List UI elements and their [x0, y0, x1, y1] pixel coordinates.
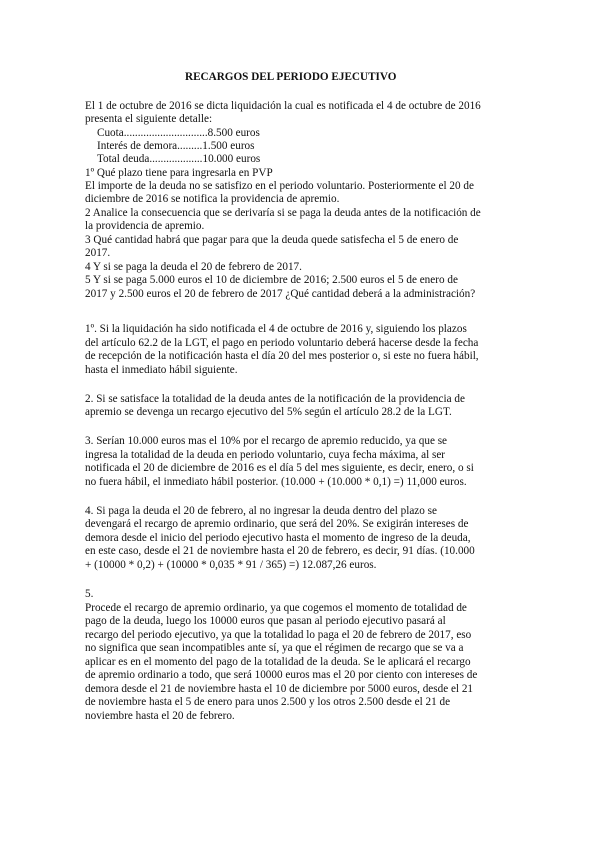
answer-1-line-4: hasta el inmediato hábil siguiente.: [85, 364, 238, 376]
detail-interes: Interés de demora.........1.500 euros: [97, 140, 255, 152]
document-title: RECARGOS DEL PERIODO EJECUTIVO: [185, 71, 397, 83]
question-2-line-1: 2 Analice la consecuencia que se derivaría si se paga la deuda antes de la notificación de: [85, 207, 481, 219]
intro-line-2: presenta el siguiente detalle:: [85, 113, 213, 125]
answer-5-line-2: pago de la deuda, luego los 10000 euros que pasan al periodo ejecutivo pasará al: [85, 615, 446, 627]
question-1-context-1: El importe de la deuda no se satisfizo en el periodo voluntario. Posteriormente el 20 de: [85, 180, 474, 192]
question-2-line-2: la providencia de apremio.: [85, 220, 205, 232]
answer-3-line-3: notificada el 20 de diciembre de 2016 es el día 5 del mes siguiente, es decir, enero, o si: [85, 462, 474, 474]
intro-line-1: El 1 de octubre de 2016 se dicta liquidación la cual es notificada el 4 de octubre de 2016: [85, 100, 481, 112]
answer-5-line-7: demora desde el 21 de noviembre hasta el 10 de diciembre por 5000 euros, desde el 21: [85, 683, 474, 695]
answer-1-line-2: del artículo 62.2 de la LGT, el pago en periodo voluntario deberá hacerse desde la fecha: [85, 337, 479, 349]
question-3-line-1: 3 Qué cantidad habrá que pagar para que la deuda quede satisfecha el 5 de enero de: [85, 234, 459, 246]
answer-4-line-3: demora desde el inicio del periodo ejecutivo hasta el momento de ingreso de la deuda,: [85, 532, 471, 544]
question-1: 1º Qué plazo tiene para ingresarla en PVP: [85, 167, 273, 179]
answer-2-line-1: 2. Si se satisface la totalidad de la deuda antes de la notificación de la providencia de: [85, 393, 465, 405]
answer-3-line-1: 3. Serían 10.000 euros mas el 10% por el recargo de apremio reducido, ya que se: [85, 435, 448, 447]
answer-5-line-8: de noviembre hasta el 5 de enero para unos 2.500 y los otros 2.500 desde el 21 de: [85, 696, 451, 708]
answer-5-line-6: de apremio ordinario a todo, que será 10000 euros mas el 20 por ciento con intereses de: [85, 669, 478, 681]
answer-4-line-4: en este caso, desde el 21 de noviembre hasta el 20 de febrero, es decir, 91 días. (10.000: [85, 545, 475, 557]
question-1-context-2: diciembre de 2016 se notifica la providencia de apremio.: [85, 193, 340, 205]
answer-5-number: 5.: [85, 588, 94, 600]
answer-5-line-5: aplicar es en el momento del pago de la totalidad de la deuda. Se le aplicará el recargo: [85, 656, 471, 668]
answer-3-line-2: ingresa la totalidad de la deuda en periodo voluntario, cuya fecha máxima, al ser: [85, 449, 446, 461]
answer-5-line-4: no significa que sean incompatibles ante sí, ya que el régimen de recargo que se va a: [85, 642, 464, 654]
answer-3-line-4: no fuera hábil, el inmediato hábil posterior. (10.000 + (10.000 * 0,1) =) 11,000 euros.: [85, 476, 467, 488]
answer-5-line-3: recargo del periodo ejecutivo, ya que la totalidad lo paga el 20 de febrero de 2017, eso: [85, 629, 472, 641]
answer-5-line-9: noviembre hasta el 20 de febrero.: [85, 710, 235, 722]
detail-cuota: Cuota..............................8.500 euros: [97, 127, 260, 139]
question-3-line-2: 2017.: [85, 247, 111, 259]
question-5-line-1: 5 Y si se paga 5.000 euros el 10 de diciembre de 2016; 2.500 euros el 5 de enero de: [85, 274, 458, 286]
answer-4-line-2: devengará el recargo de apremio ordinario, que será del 20%. Se exigirán intereses de: [85, 518, 469, 530]
answer-2-line-2: apremio se devenga un recargo ejecutivo del 5% según el artículo 28.2 de la LGT.: [85, 406, 452, 418]
answer-4-line-5: + (10000 * 0,2) + (10000 * 0,035 * 91 / 365) =) 12.087,26 euros.: [85, 559, 377, 571]
answer-4-line-1: 4. Si paga la deuda el 20 de febrero, al no ingresar la deuda dentro del plazo se: [85, 505, 437, 517]
answer-1-line-3: de recepción de la notificación hasta el día 20 del mes posterior o, si este no fuera hábil,: [85, 350, 479, 362]
question-5-line-2: 2017 y 2.500 euros el 20 de febrero de 2017 ¿Qué cantidad deberá a la administración?: [85, 288, 476, 300]
answer-1-line-1: 1º. Si la liquidación ha sido notificada el 4 de octubre de 2016 y, siguiendo los plazos: [85, 323, 467, 335]
question-4: 4 Y si se paga la deuda el 20 de febrero de 2017.: [85, 261, 302, 273]
answer-5-line-1: Procede el recargo de apremio ordinario, ya que cogemos el momento de totalidad de: [85, 602, 467, 614]
detail-total: Total deuda...................10.000 euros: [97, 153, 261, 165]
